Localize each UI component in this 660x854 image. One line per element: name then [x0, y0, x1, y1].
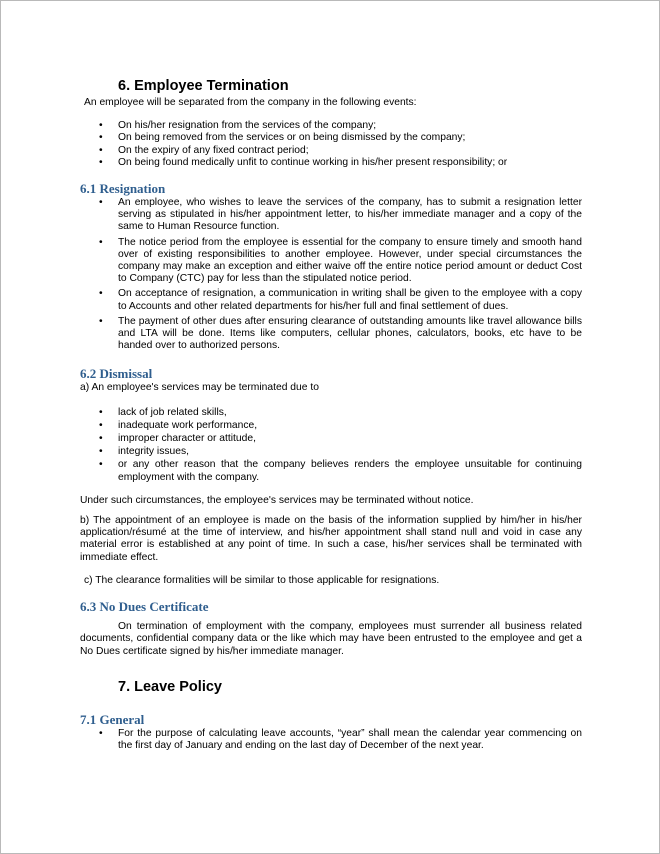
- bullet-glyph: •: [99, 236, 103, 248]
- section-6-3-heading: 6.3 No Dues Certificate: [80, 599, 209, 615]
- section-6-list: [80, 120, 582, 169]
- list-item: • On being removed from the services or on being dismissed by the company;: [99, 132, 466, 144]
- section-6-intro: An employee will be separated from the company in the following events:: [84, 97, 417, 108]
- section-7-1-heading: 7.1 General: [80, 711, 145, 727]
- bullet-glyph: •: [99, 459, 103, 471]
- list-item: • On his/her resignation from the services of the company;: [99, 120, 377, 132]
- bullet-glyph: •: [99, 446, 103, 458]
- section-6-heading: 6. Employee Termination: [118, 78, 289, 94]
- list-item: • lack of job related skills,: [99, 406, 227, 418]
- bullet-glyph: •: [99, 144, 103, 156]
- bullet-glyph: •: [99, 406, 103, 418]
- list-item: • The payment of other dues after ensuring clearance of outstanding amounts like travel allowance bills and LTA will be done. Items like computers, cellular phones, calculators, books, etc have to be handed over to authorized persons.: [99, 315, 582, 352]
- list-item: • improper character or attitude,: [99, 433, 256, 445]
- list-item: • inadequate work performance,: [99, 419, 258, 431]
- section-6-3-para: On termination of employment with the company, employees must surrender all business related documents, confidential company data or the like which may have been entrusted to the employee and get a No Dues certificate signed by his/her immediate manager.: [80, 621, 582, 657]
- section-6-1-list: [80, 197, 582, 352]
- bullet-glyph: •: [99, 120, 103, 132]
- section-6-2-para-1: Under such circumstances, the employee's services may be terminated without notice.: [80, 494, 474, 506]
- section-6-2-para-3: c) The clearance formalities will be similar to those applicable for resignations.: [84, 574, 440, 586]
- bullet-glyph: •: [99, 419, 103, 431]
- section-7-heading: 7. Leave Policy: [118, 678, 222, 695]
- section-6-2-heading: 6.2 Dismissal: [80, 366, 153, 382]
- section-6-1-heading: 6.1 Resignation: [80, 181, 166, 197]
- list-item: • integrity issues,: [99, 446, 189, 458]
- section-7-1-list: [80, 728, 582, 752]
- bullet-glyph: •: [99, 727, 103, 739]
- list-item: • On acceptance of resignation, a communication in writing shall be given to the employee with a copy to Accounts and other related departments for his/her full and final settlement of dues.: [99, 288, 582, 312]
- section-6-2-intro: a) An employee's services may be terminated due to: [80, 382, 319, 394]
- bullet-glyph: •: [99, 132, 103, 144]
- section-6-2-list: [80, 407, 582, 484]
- bullet-glyph: •: [99, 433, 103, 445]
- bullet-glyph: •: [99, 315, 103, 327]
- list-item: • An employee, who wishes to leave the services of the company, has to submit a resignation letter serving as stipulated in his/her appointment letter, to his/her immediate manager and a copy of the same to Human Resource function.: [99, 197, 582, 233]
- list-item: • On the expiry of any fixed contract period;: [99, 144, 309, 156]
- section-6-2-para-2: b) The appointment of an employee is made on the basis of the information supplied by him/her in his/her application/résumé at the time of interview, and his/her appointment shall stand null and void in case any material error is established at any point of time. In such a case, his/her services shall be terminated with immediate effect.: [80, 515, 582, 563]
- list-item: • or any other reason that the company believes renders the employee unsuitable for continuing employment with the company.: [99, 459, 582, 483]
- bullet-glyph: •: [99, 197, 103, 209]
- bullet-glyph: •: [99, 288, 103, 300]
- bullet-glyph: •: [99, 156, 103, 168]
- page-content: [80, 77, 582, 752]
- list-item: • On being found medically unfit to continue working in his/her present responsibility; or: [99, 156, 508, 168]
- list-item: • For the purpose of calculating leave accounts, “year” shall mean the calendar year commencing on the first day of January and ending on the last day of December of the next year.: [99, 727, 582, 751]
- list-item: • The notice period from the employee is essential for the company to ensure timely and smooth hand over of existing responsibilities to another employee. However, under special circumstances the company may make an exception and either waive off the entire notice period amount or deduct Cost to Company (CTC) pay for less than the stipulated notice period.: [99, 236, 582, 285]
